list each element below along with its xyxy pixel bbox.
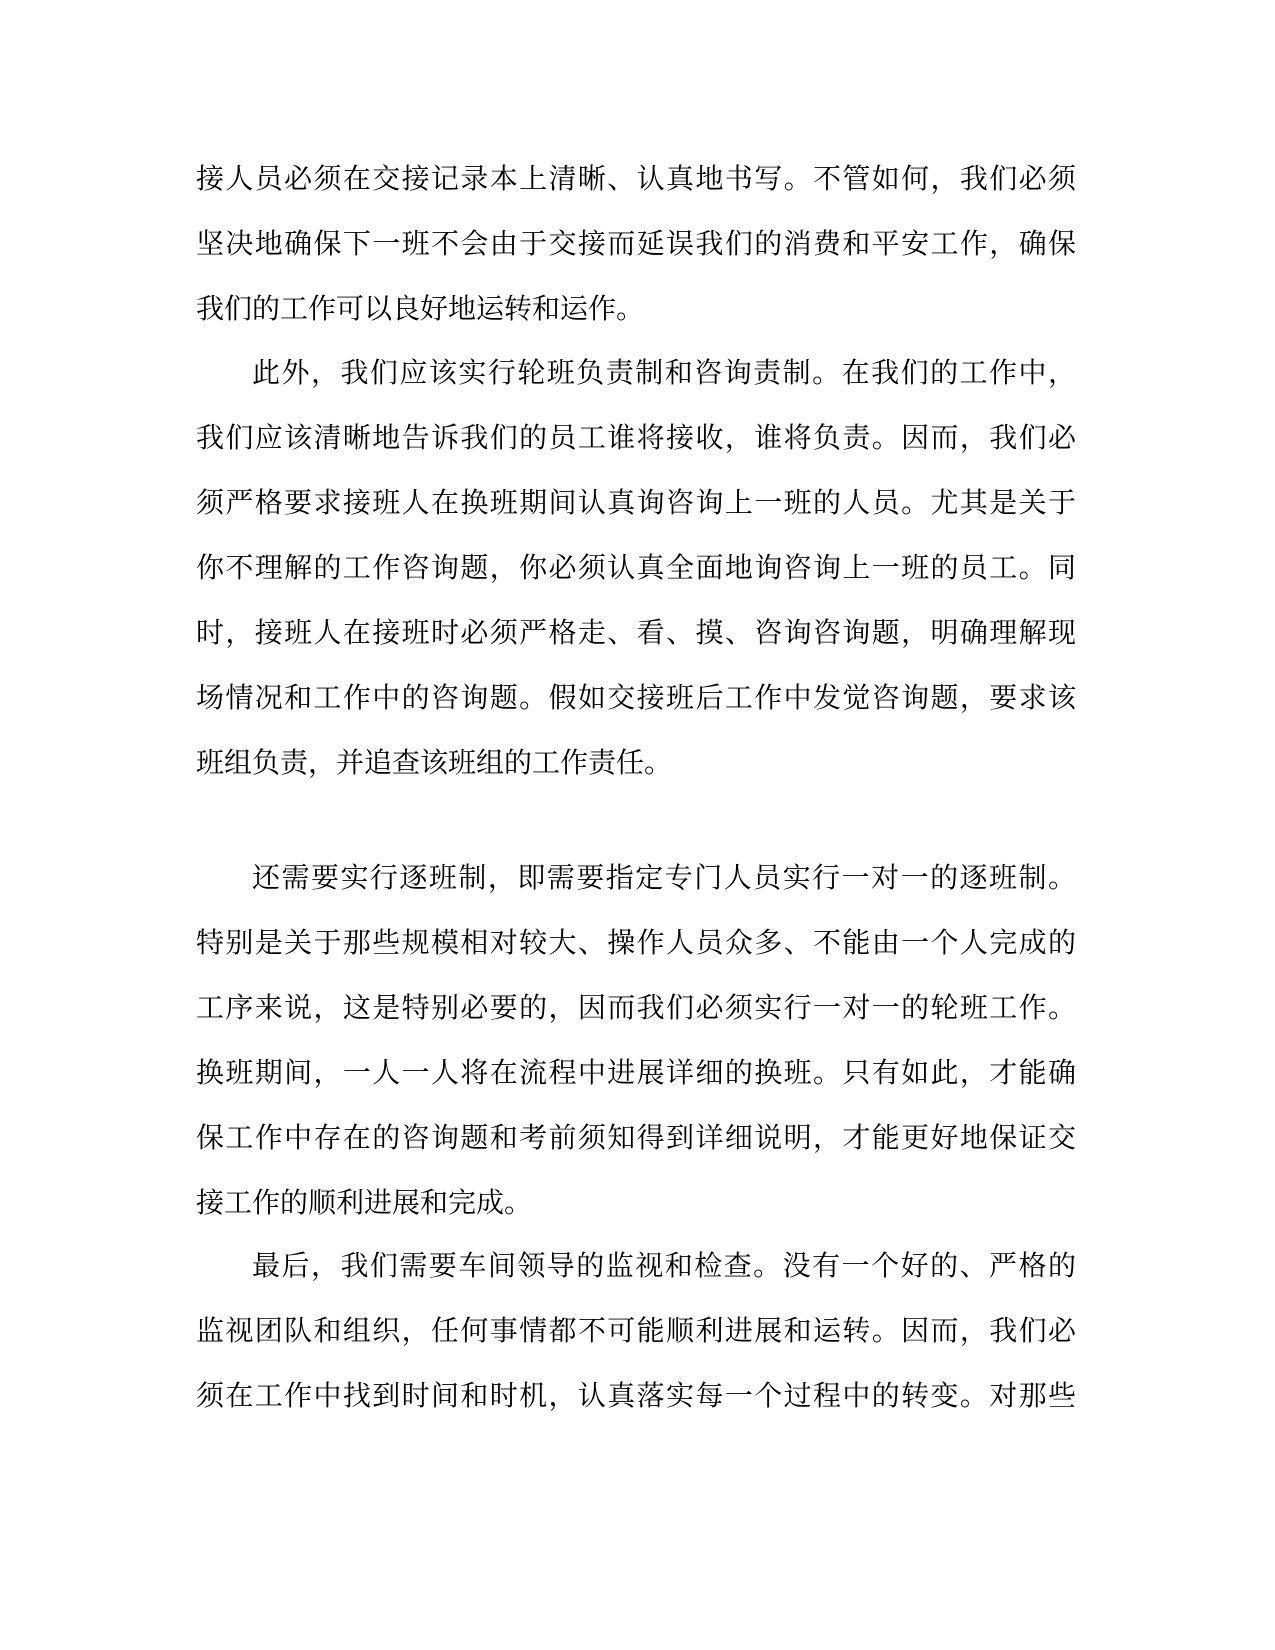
paragraph-1 [196, 146, 1076, 341]
paragraph-line: 你不理解的工作咨询题，你必须认真全面地询咨询上一班的员工。同 [196, 551, 1076, 584]
paragraph-line: 保工作中存在的咨询题和考前须知得到详细说明，才能更好地保证交 [196, 1121, 1076, 1154]
paragraph-line: 须在工作中找到时间和时机，认真落实每一个过程中的转变。对那些 [196, 1379, 1076, 1412]
paragraph-line: 还需要实行逐班制，即需要指定专门人员实行一对一的逐班制。 [252, 861, 1076, 894]
paragraph-line: 班组负责，并追查该班组的工作责任。 [196, 746, 673, 779]
paragraph-line: 接人员必须在交接记录本上清晰、认真地书写。不管如何，我们必须 [196, 162, 1076, 195]
paragraph-line: 换班期间，一人一人将在流程中进展详细的换班。只有如此，才能确 [196, 1056, 1076, 1089]
paragraph-line: 我们的工作可以良好地运转和运作。 [196, 292, 645, 325]
paragraph-line: 时，接班人在接班时必须严格走、看、摸、咨询咨询题，明确理解现 [196, 616, 1076, 649]
paragraph-3 [196, 845, 1076, 1235]
paragraph-4 [196, 1233, 1076, 1428]
paragraph-line: 监视团队和组织，任何事情都不可能顺利进展和运转。因而，我们必 [196, 1314, 1076, 1347]
paragraph-line: 工序来说，这是特别必要的，因而我们必须实行一对一的轮班工作。 [196, 991, 1076, 1024]
paragraph-line: 接工作的顺利进展和完成。 [196, 1186, 533, 1219]
paragraph-line: 特别是关于那些规模相对较大、操作人员众多、不能由一个人完成的 [196, 926, 1076, 959]
paragraph-line: 坚决地确保下一班不会由于交接而延误我们的消费和平安工作，确保 [196, 227, 1076, 260]
paragraph-line: 须严格要求接班人在换班期间认真询咨询上一班的人员。尤其是关于 [196, 486, 1076, 519]
paragraph-2 [196, 340, 1076, 795]
paragraph-line: 我们应该清晰地告诉我们的员工谁将接收，谁将负责。因而，我们必 [196, 421, 1076, 454]
paragraph-line: 此外，我们应该实行轮班负责制和咨询责制。在我们的工作中， [252, 356, 1076, 389]
paragraph-line: 最后，我们需要车间领导的监视和检查。没有一个好的、严格的 [252, 1249, 1076, 1282]
paragraph-line: 场情况和工作中的咨询题。假如交接班后工作中发觉咨询题，要求该 [196, 681, 1076, 714]
